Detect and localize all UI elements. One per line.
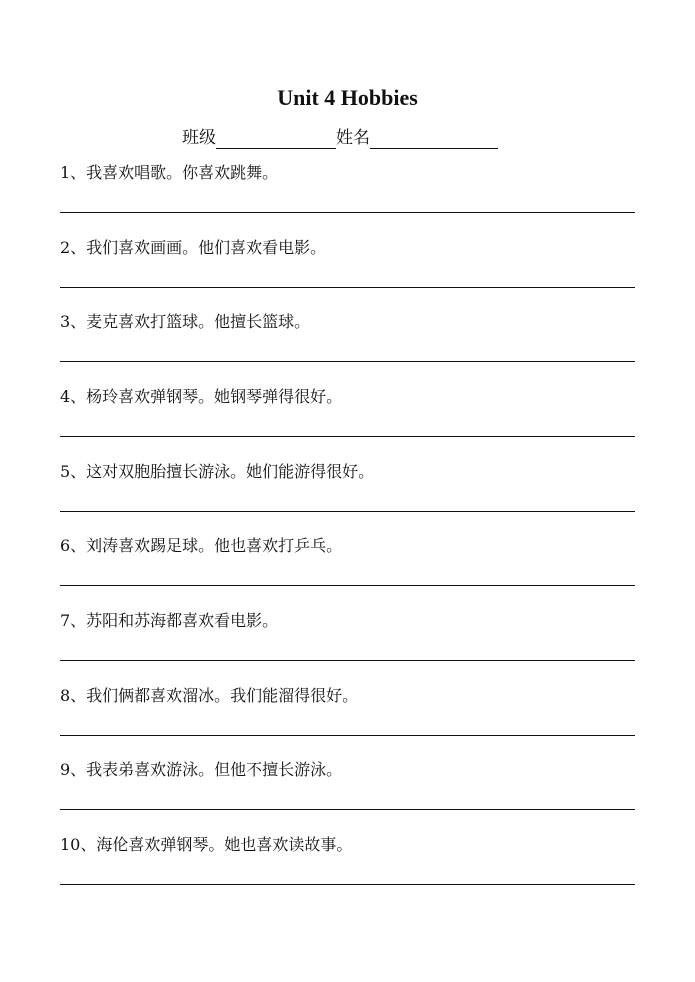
exercise-prompt: 9、我表弟喜欢游泳。但他不擅长游泳。 [60,760,343,779]
exercise-prompt: 1、我喜欢唱歌。你喜欢跳舞。 [60,163,279,182]
exercise-prompt: 6、刘涛喜欢踢足球。他也喜欢打乒乓。 [60,536,343,555]
answer-line[interactable] [60,436,635,437]
exercise-prompt: 10、海伦喜欢弹钢琴。她也喜欢读故事。 [60,835,353,854]
worksheet-title: Unit 4 Hobbies [277,85,418,110]
student-info-row [182,127,498,149]
exercise-item-8 [60,685,635,707]
answer-line[interactable] [60,585,635,586]
name-label: 姓名 [336,128,370,148]
name-blank-line[interactable] [370,130,498,149]
exercise-item-6 [60,535,635,557]
class-blank-line[interactable] [216,130,336,149]
answer-line[interactable] [60,212,635,213]
exercise-prompt: 5、这对双胞胎擅长游泳。她们能游得很好。 [60,462,375,481]
exercise-prompt: 4、杨玲喜欢弹钢琴。她钢琴弹得很好。 [60,387,343,406]
exercise-prompt: 3、麦克喜欢打篮球。他擅长篮球。 [60,312,311,331]
answer-line[interactable] [60,511,635,512]
exercise-prompt: 8、我们俩都喜欢溜冰。我们能溜得很好。 [60,686,359,705]
exercise-item-4 [60,386,635,408]
class-label: 班级 [182,128,216,148]
exercise-prompt: 7、苏阳和苏海都喜欢看电影。 [60,611,279,630]
answer-line[interactable] [60,287,635,288]
exercise-item-9 [60,759,635,781]
answer-line[interactable] [60,660,635,661]
exercise-item-2 [60,237,635,259]
answer-line[interactable] [60,884,635,885]
exercise-prompt: 2、我们喜欢画画。他们喜欢看电影。 [60,238,327,257]
answer-line[interactable] [60,361,635,362]
answer-line[interactable] [60,809,635,810]
answer-line[interactable] [60,735,635,736]
exercise-item-1 [60,162,635,184]
exercise-item-3 [60,311,635,333]
exercise-item-7 [60,610,635,632]
exercise-item-10 [60,834,635,856]
exercise-item-5 [60,461,635,483]
